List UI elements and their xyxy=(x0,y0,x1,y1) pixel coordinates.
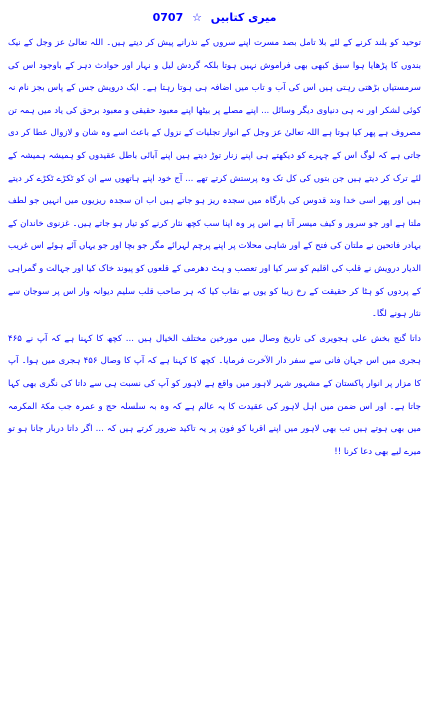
paragraph-1: توحید کو بلند کرنے کے لئے بلا تامل بصد مسرت اپنے سروں کے نذرانے پیش کر دیتے ہیں۔ اللہ تعالیٰ عز وجل کے نیک بندوں کا پڑھایا ہوا سبق کبھی بھی فراموش نہیں ہوتا بلکہ گردش لیل و نہار اور حوادث دہر کے باوجود اس کی سرمستیاں بڑھتی رہتی ہیں اس کی آب و تاب میں اضافہ ہی ہوتا رہتا ہے۔ ایک درویش جس کے پاس بجز نام نہ کوئی لشکر اور نہ ہی دنیاوی دیگر وسائل ... اپنے مصلے پر بیٹھا اپنے معبود حقیقی و معبود برحق کی یاد میں ہمہ تن مصروف ہے پھر کیا ہوتا ہے اللہ تعالیٰ عز وجل کے انوار تجلیات کے نزول کے باعث اسے وہ شان و لازوال عطا کر دی جاتی ہے کہ لوگ اس کے چہرے کو دیکھتے ہی اپنے زنار توڑ دیتے ہیں اپنے آبائی باطل عقیدوں کو ہمیشہ ہمیشہ کے لئے ترک کر دیتے ہیں جن بتوں کی کل تک وہ پرستش کرتے تھے ... آج خود اپنے ہاتھوں سے ان کو ٹکڑے ٹکڑے کر دیتے ہیں اور پھر اسی خدا وند قدوس کی بارگاہ میں سجدہ ریز ہو جاتے ہیں اب ان سجدہ ریزیوں میں انہیں جو لطف ملتا ہے اور جو سرور و کیف میسر آتا ہے اس پر وہ اپنا سب کچھ نثار کرنے کو تیار ہو جاتے ہیں۔ غزنوی خاندان کے بہادر فاتحین نے ملتان کی فتح کے اور شاہی محلات پر اپنے پرچم لہرائے مگر جو بچا اور جو یہاں آئے ہوئے اس غریب الدیار درویش نے قلب کی اقلیم کو سر کیا اور تعصب و ہٹ دھرمی کے قلعوں کو پیوند خاک کیا اور جہالت و گمراہی کے پردوں کو ہٹا کر حقیقت کے رخ زیبا کو یوں بے نقاب کیا کہ ہر صاحب قلب سلیم دیوانہ وار اس پر سوجان سے نثار ہونے لگا۔ xyxy=(8,38,421,320)
paragraph-2: داتا گنج بخش علی ہجویری کی تاریخ وصال میں مورخین مختلف الخیال ہیں ... کچھ کا کہنا ہے کہ آپ نے ۴۶۵ ہجری میں اس جہان فانی سے سفر دار الآخرت فرمایا۔ کچھ کا کہنا ہے کہ آپ کا وصال ۴۵۶ ہجری میں ہوا۔ آپ کا مزار پر انوار پاکستان کے مشہور شہر لاہور میں واقع ہے لاہور کو آپ کی نسبت ہی سے داتا کی نگری بھی کہا جاتا ہے۔ اور اس ضمن میں اہل لاہور کی عقیدت کا یہ عالم ہے کہ وہ بہ سلسلہ حج و عمرہ جب مکۃ المکرمہ میں بھی ہوتے ہیں تب بھی لاہور میں اپنے اقربا کو فون پر یہ تاکید ضرور کرتے ہیں کہ ... اگر داتا دربار جانا ہو تو میرے لیے بھی دعا کرنا !! xyxy=(8,333,421,457)
header-title: میری کتابیں xyxy=(210,11,277,24)
page-header xyxy=(8,10,421,26)
header-number: 0707 xyxy=(152,11,184,24)
star-icon: ☆ xyxy=(192,11,202,24)
